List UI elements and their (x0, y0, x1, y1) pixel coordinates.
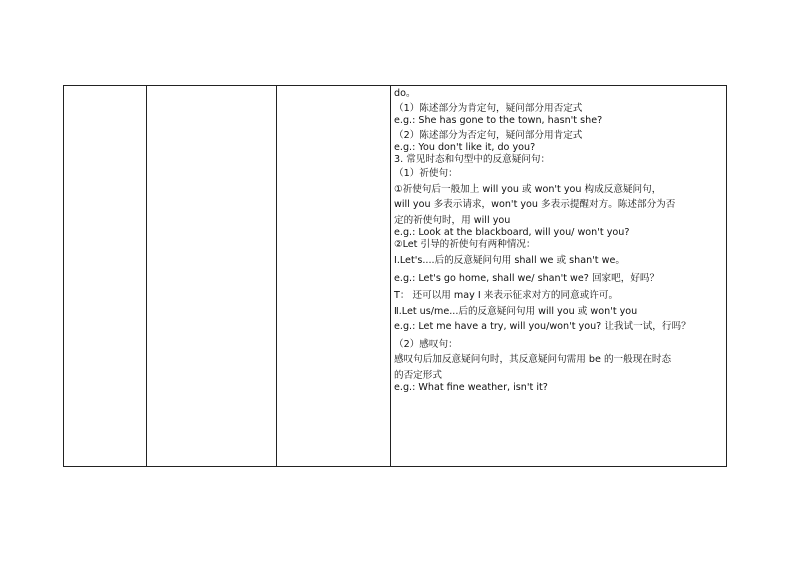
text-line: e.g.: She has gone to the town, hasn't she? (394, 115, 603, 126)
table-cell-3 (277, 86, 391, 467)
text-line: 的否定形式 (394, 369, 442, 381)
table-row (64, 86, 727, 467)
text-line: e.g.: Look at the blackboard, will you/ won't you? (394, 227, 630, 238)
text-line: 3. 常见时态和句型中的反意疑问句： (394, 153, 551, 165)
grammar-notes (391, 86, 726, 394)
lesson-table (63, 85, 727, 467)
text-line: e.g.: Let's go home, shall we/ shan't we? 回家吧，好吗？ (394, 272, 660, 284)
text-line: Ⅱ.Let us/me...后的反意疑问句用 will you 或 won't you (394, 305, 638, 317)
text-line: 感叹句后加反意疑问句时，其反意疑问句需用 be 的一般现在时态 (394, 354, 672, 365)
text-line: e.g.: You don't like it, do you? (394, 142, 536, 153)
text-line: （1）陈述部分为肯定句，疑问部分用否定式 (394, 102, 583, 114)
text-line: （2）陈述部分为否定句，疑问部分用肯定式 (394, 129, 583, 141)
text-line: T： 还可以用 may I 来表示征求对方的同意或许可。 (394, 290, 619, 301)
table-cell-2 (147, 86, 277, 467)
text-line: （1）祈使句： (394, 168, 458, 179)
text-line: ①祈使句后一般加上 will you 或 won't you 构成反意疑问句， (394, 183, 662, 195)
table-cell-1 (64, 86, 147, 467)
text-line: ②Let 引导的祈使句有两种情况： (394, 238, 536, 250)
text-line: e.g.: What fine weather, isn't it? (394, 382, 548, 393)
text-line: will you 多表示请求，won't you 多表示提醒对方。陈述部分为否 (394, 199, 676, 210)
text-line: e.g.: Let me have a try, will you/won't you? 让我试一试，行吗？ (394, 321, 691, 332)
text-line: （2）感叹句： (394, 338, 458, 350)
table-cell-content (391, 86, 727, 467)
text-line: Ⅰ.Let's....后的反意疑问句用 shall we 或 shan't we。 (394, 255, 625, 266)
text-line: 定的祈使句时，用 will you (394, 214, 511, 226)
text-line: do。 (394, 88, 416, 99)
